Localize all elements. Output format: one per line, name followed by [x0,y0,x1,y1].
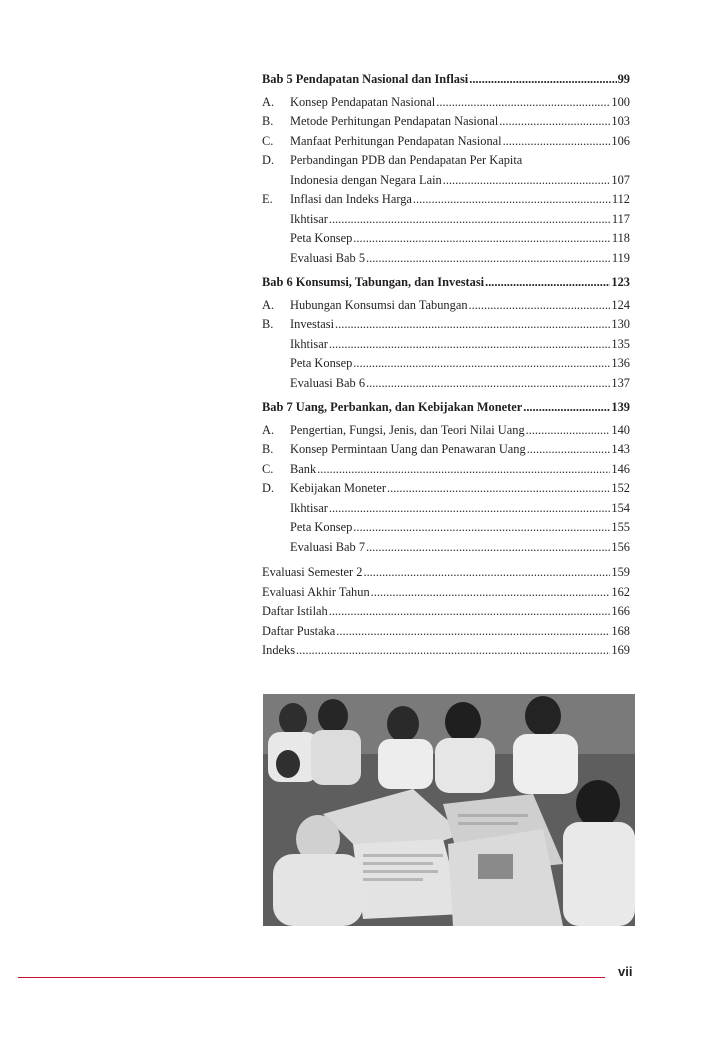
leader-dots [443,171,611,191]
toc-entry[interactable] [262,132,630,152]
page-number: 162 [611,584,630,599]
entry-letter: A. [262,297,275,312]
page-number: 112 [611,192,630,206]
page-number: 152 [611,481,630,495]
leader-dots [527,440,611,460]
entry-title: Ikhtisar [290,500,328,515]
page-number: 119 [611,250,630,265]
leader-dots [469,296,611,316]
toc-backmatter-entry[interactable] [262,641,630,661]
page-number: 107 [611,172,630,187]
toc-entry[interactable] [262,538,630,558]
toc-entry[interactable] [262,249,630,269]
entry-title: Peta Konsep [290,356,353,370]
toc-entry[interactable] [262,354,630,374]
toc-entry[interactable] [262,335,630,355]
page-number: 117 [611,211,630,226]
toc-entry[interactable] [262,440,630,460]
toc-entry[interactable] [262,421,630,441]
entry-title: Indeks [262,643,296,657]
leader-dots [485,273,610,293]
entry-letter: C. [262,133,274,148]
page-folio: vii [618,964,633,979]
page-number: 100 [611,94,630,109]
page-number: 106 [611,133,630,148]
page-number: 137 [611,375,630,390]
leader-dots [353,229,611,249]
entry-title: Bank [290,461,317,476]
leader-dots [526,421,611,441]
toc-entry[interactable] [262,112,630,132]
entry-title: Hubungan Konsumsi dan Tabungan [290,297,468,312]
page-number: 155 [611,520,630,534]
page-number: 156 [611,539,630,554]
entry-title: Evaluasi Bab 6 [290,375,366,390]
page-number: 130 [611,317,630,331]
page-number: 135 [611,336,630,351]
entry-title: Daftar Istilah [262,604,328,618]
leader-dots [353,518,610,538]
toc-backmatter-entry[interactable] [262,622,630,642]
entry-letter: A. [262,94,275,109]
toc-entry[interactable] [262,460,630,480]
toc-entry[interactable] [262,296,630,316]
toc-entry[interactable] [262,479,630,499]
chapter-title: Bab 7 Uang, Perbankan, dan Kebijakan Moneter [262,400,523,414]
entry-letter: B. [262,114,274,128]
page-number: 146 [611,461,630,476]
leader-dots [366,538,610,558]
leader-dots [413,190,611,210]
page-number: 139 [611,400,630,414]
entry-title: Ikhtisar [290,211,328,226]
page-number: 118 [611,231,630,245]
entry-title: Pengertian, Fungsi, Jenis, dan Teori Nilai Uang [290,422,525,437]
entry-title: Perbandingan PDB dan Pendapatan Per Kapita [290,153,523,167]
entry-letter: B. [262,442,274,456]
leader-dots [387,479,610,499]
footer-rule [18,977,605,978]
leader-dots [366,249,611,269]
leader-dots [335,315,610,335]
toc-entry[interactable] [262,374,630,394]
page-number: 140 [611,422,630,437]
entry-title: Metode Perhitungan Pendapatan Nasional [290,114,499,128]
page-number: 123 [611,275,630,289]
leader-dots [329,499,611,519]
entry-letter: C. [262,461,274,476]
toc-entry[interactable] [262,93,630,113]
toc-entry[interactable] [262,151,630,171]
page-number: 99 [617,72,630,86]
leader-dots [469,70,616,90]
leader-dots [329,210,611,230]
leader-dots [371,583,611,603]
toc-chapter-6[interactable] [262,273,630,293]
leader-dots [366,374,610,394]
table-of-contents [262,70,630,661]
leader-dots [329,602,611,622]
entry-title: Peta Konsep [290,231,353,245]
page-number: 169 [611,643,630,657]
leader-dots [296,641,610,661]
page-number: 103 [611,114,630,128]
page-number: 154 [611,500,630,515]
leader-dots [523,398,610,418]
page-number: 143 [611,442,630,456]
toc-entry[interactable] [262,210,630,230]
toc-chapter-7[interactable] [262,398,630,418]
page-number: 124 [611,297,630,312]
entry-title: Ikhtisar [290,336,328,351]
page-number: 136 [611,356,630,370]
toc-entry[interactable] [262,518,630,538]
toc-chapter-5[interactable] [262,70,630,90]
leader-dots [336,622,610,642]
page-number: 166 [611,604,630,618]
entry-title: Evaluasi Bab 5 [290,250,366,265]
leader-dots [436,93,610,113]
entry-title: Evaluasi Akhir Tahun [262,584,370,599]
entry-title: Investasi [290,317,335,331]
students-reading-newspapers-photo [263,694,635,926]
entry-title: Peta Konsep [290,520,353,534]
entry-title: Indonesia dengan Negara Lain [290,172,442,187]
chapter-title: Bab 5 Pendapatan Nasional dan Inflasi [262,72,469,86]
leader-dots [363,563,610,583]
entry-title: Evaluasi Semester 2 [262,565,363,579]
toc-entry[interactable] [262,315,630,335]
page-number: 168 [611,623,630,638]
photo-illustration [263,694,635,926]
entry-letter: A. [262,422,275,437]
leader-dots [329,335,611,355]
chapter-title: Bab 6 Konsumsi, Tabungan, dan Investasi [262,275,485,289]
toc-backmatter-entry[interactable] [262,602,630,622]
entry-title: Kebijakan Moneter [290,481,386,495]
entry-letter: D. [262,481,275,495]
page-number: 159 [611,565,630,579]
entry-title: Konsep Pendapatan Nasional [290,94,436,109]
toc-entry-continuation[interactable] [262,171,630,191]
entry-letter: D. [262,153,275,167]
toc-backmatter-entry[interactable] [262,583,630,603]
entry-letter: B. [262,317,274,331]
toc-entry[interactable] [262,499,630,519]
leader-dots [503,132,611,152]
entry-title: Konsep Permintaan Uang dan Penawaran Uang [290,442,526,456]
entry-title: Manfaat Perhitungan Pendapatan Nasional [290,133,502,148]
entry-title: Evaluasi Bab 7 [290,539,366,554]
entry-title: Inflasi dan Indeks Harga [290,192,412,206]
toc-entry[interactable] [262,229,630,249]
leader-dots [317,460,610,480]
entry-letter: E. [262,192,273,206]
toc-entry[interactable] [262,190,630,210]
leader-dots [353,354,610,374]
toc-backmatter-entry[interactable] [262,563,630,583]
leader-dots [499,112,610,132]
entry-title: Daftar Pustaka [262,623,336,638]
